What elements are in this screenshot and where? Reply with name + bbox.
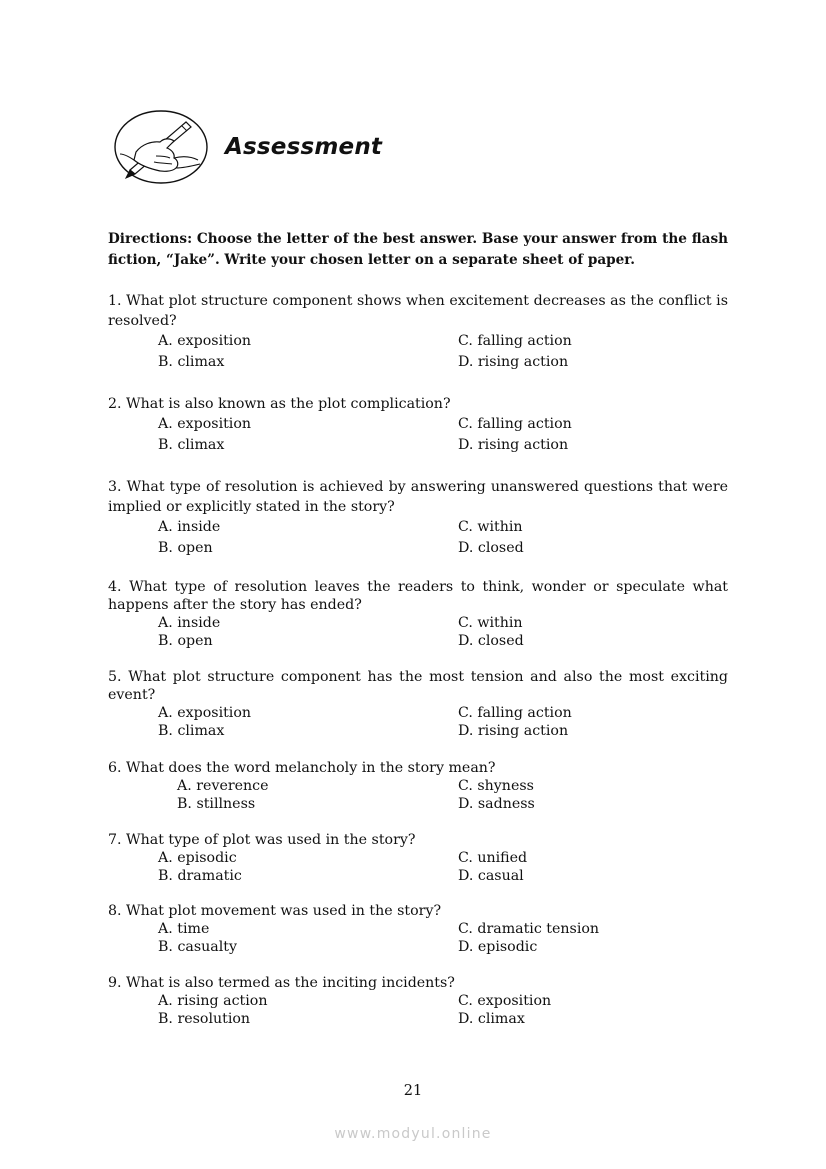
page-number: 21 [403,1083,423,1099]
option-b: B. climax [158,436,225,453]
question-8 [108,902,728,956]
answer-options [108,614,728,650]
question-stem: 1. What plot structure component shows when excitement decreases as the conflict is resolved? [108,293,728,329]
option-d: D. climax [458,1011,525,1027]
option-d: D. rising action [458,436,569,453]
option-d: D. casual [458,868,524,884]
option-a: A. reverence [177,778,269,794]
question-6 [108,759,728,813]
answer-options [108,920,728,956]
option-b: B. dramatic [158,868,242,884]
question-stem: 4. What type of resolution leaves the readers to think, wonder or speculate what happens after the story has ended? [108,579,728,613]
option-c: C. dramatic tension [458,921,600,937]
answer-options [108,414,728,455]
option-d: D. episodic [458,939,538,955]
question-2 [108,394,728,455]
question-stem: 5. What plot structure component has the most tension and also the most exciting event? [108,669,728,703]
question-stem: 8. What plot movement was used in the story? [108,903,442,919]
option-c: C. within [458,519,523,535]
question-9 [108,974,728,1028]
option-d: D. closed [458,539,524,556]
option-d: D. rising action [458,723,569,739]
option-a: A. rising action [158,993,268,1009]
option-c: C. falling action [458,333,572,349]
option-a: A. exposition [158,416,252,432]
option-c: C. shyness [458,778,534,794]
option-d: D. sadness [458,796,535,812]
option-d: D. rising action [458,353,569,370]
option-c: C. within [458,615,523,631]
option-b: B. open [158,539,213,556]
option-c: C. unified [458,850,528,866]
option-b: B. climax [158,353,225,370]
option-b: B. resolution [158,1011,251,1027]
hand-writing-icon [112,108,210,186]
option-b: B. open [158,633,213,649]
option-a: A. time [158,921,210,937]
question-5 [108,668,728,740]
answer-options [108,777,728,813]
answer-options [108,331,728,372]
option-a: A. exposition [158,333,252,349]
question-1 [108,291,728,372]
answer-options [108,849,728,885]
option-a: A. exposition [158,705,252,721]
option-b: B. casualty [158,939,237,955]
answer-options [108,704,728,740]
watermark: www.modyul.online [334,1126,492,1142]
question-7 [108,831,728,885]
question-3 [108,477,728,558]
option-c: C. exposition [458,993,552,1009]
option-d: D. closed [458,633,524,649]
assessment-header [112,108,512,188]
option-a: A. episodic [158,850,237,866]
question-stem: 9. What is also termed as the inciting incidents? [108,975,455,991]
question-stem: 2. What is also known as the plot complication? [108,396,451,412]
page-title: Assessment [225,134,383,160]
directions-text: Directions: Choose the letter of the best answer. Base your answer from the flash fiction, “Jake”. Write your chosen letter on a separate sheet of paper. [108,231,728,268]
option-c: C. falling action [458,416,572,432]
option-a: A. inside [158,519,221,535]
option-a: A. inside [158,615,221,631]
option-b: B. stillness [177,796,256,812]
option-b: B. climax [158,723,225,739]
question-stem: 7. What type of plot was used in the story? [108,832,416,848]
question-4 [108,578,728,650]
answer-options [108,517,728,558]
answer-options [108,992,728,1028]
question-stem: 3. What type of resolution is achieved by answering unanswered questions that were implied or explicitly stated in the story? [108,479,728,515]
question-stem: 6. What does the word melancholy in the story mean? [108,760,496,776]
option-c: C. falling action [458,705,572,721]
